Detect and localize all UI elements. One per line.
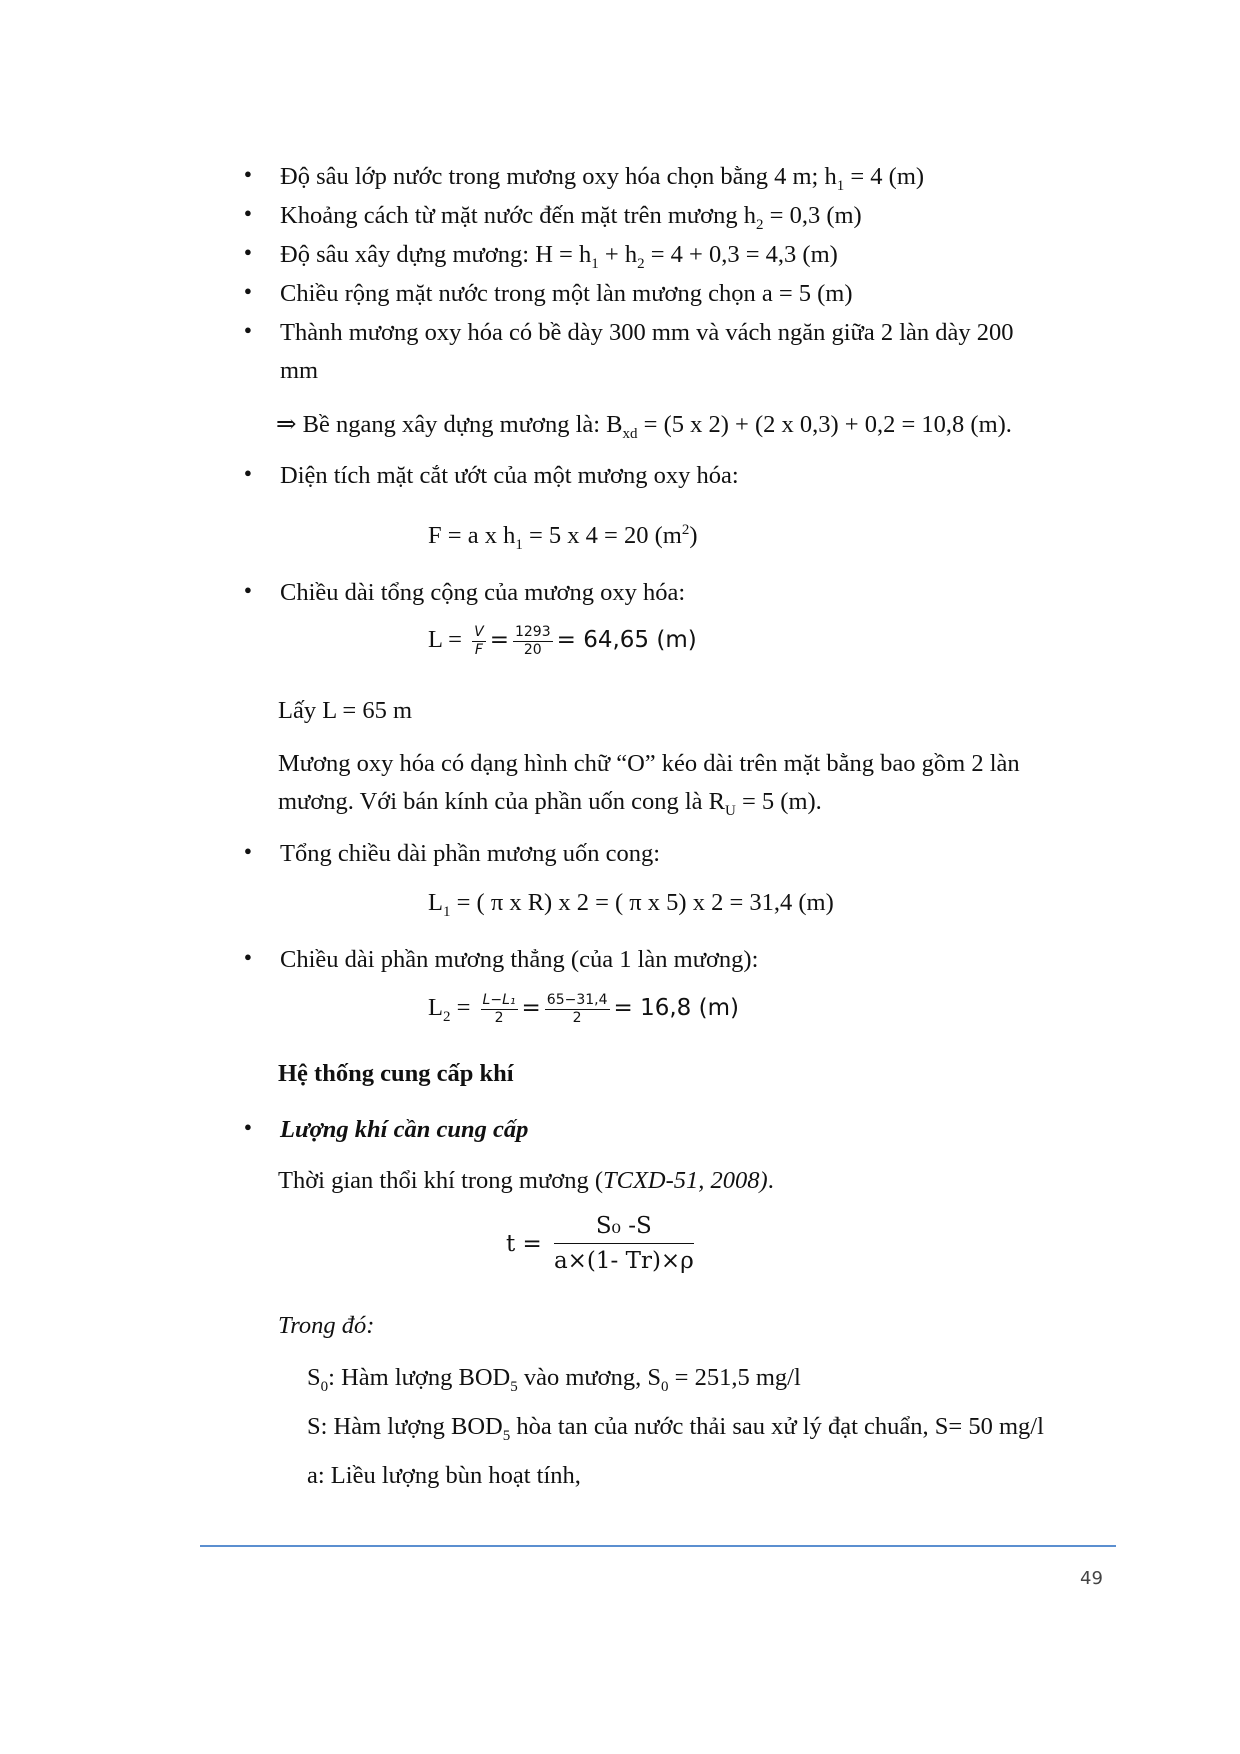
subscript: 2 — [637, 255, 645, 272]
bullet-text: Chiều dài phần mương thẳng (của 1 làn mương): — [280, 946, 759, 973]
paragraph-end: . — [767, 1167, 774, 1194]
wet-area-equation — [428, 521, 698, 553]
eq-rhs: = 64,65 (m) — [556, 627, 697, 654]
footer-divider — [200, 1545, 1116, 1547]
straight-length-equation — [428, 992, 739, 1027]
take-length-text: Lấy L = 65 m — [278, 697, 413, 724]
denominator: 2 — [572, 1010, 582, 1026]
eq-part: ) — [689, 522, 698, 549]
equals-sign: = — [489, 627, 509, 654]
numerator: 1293 — [514, 624, 551, 640]
bullet-total-length — [280, 579, 685, 607]
section-heading: Hệ thống cung cấp khí — [278, 1060, 514, 1087]
equals-sign: = — [521, 995, 541, 1022]
subscript: 0 — [320, 1378, 329, 1395]
fraction-t — [554, 1213, 694, 1274]
eq-lhs: L = — [428, 626, 462, 654]
bullet-lane-width — [280, 280, 853, 308]
subscript: 2 — [756, 216, 764, 233]
eq-lhs: t = — [506, 1230, 542, 1257]
eq-part: = — [450, 994, 471, 1022]
total-width-tail: = (5 x 2) + (2 x 0,3) + 0,2 = 10,8 (m). — [637, 411, 1012, 438]
implies-arrow-icon: ⇒ — [276, 411, 297, 438]
eq-part: = ( π x R) x 2 = ( π x 5) x 2 = 31,4 (m) — [450, 889, 834, 916]
subscript: xd — [622, 425, 638, 442]
eq-part: = 5 x 4 = 20 (m — [522, 522, 682, 549]
paragraph-tail: = 5 (m). — [735, 788, 822, 815]
o-shape-paragraph-line2 — [278, 788, 822, 819]
def-text: S: Hàm lượng BOD — [307, 1413, 503, 1440]
fraction-l-minus-l1 — [481, 992, 518, 1027]
bullet-straight-length — [280, 946, 758, 974]
superscript: 2 — [681, 521, 690, 538]
subscript: 0 — [661, 1378, 669, 1395]
subscript: 1 — [591, 255, 599, 272]
subscript: 1 — [442, 903, 451, 920]
bullet-text: Khoảng cách từ mặt nước đến mặt trên mương h — [280, 202, 756, 229]
denominator: a×(1- Tr)×ρ — [553, 1248, 694, 1274]
bullet-text: Chiều dài tổng cộng của mương oxy hóa: — [280, 579, 686, 606]
fraction-1293-20 — [513, 624, 553, 659]
bullet-text: Độ sâu xây dựng mương: H = h — [280, 241, 592, 268]
bullet-air-amount — [280, 1116, 528, 1144]
aeration-time-text — [278, 1167, 774, 1195]
bullet-curve-length — [280, 840, 660, 868]
page-number: 49 — [1080, 1568, 1103, 1589]
eq-part: L — [428, 994, 443, 1022]
subscript: 5 — [502, 1427, 511, 1444]
where-label: Trong đó: — [278, 1312, 375, 1339]
bullet-wall-thickness-cont: mm — [280, 357, 319, 384]
bullet-water-depth — [280, 163, 925, 194]
bullet-freeboard — [280, 202, 862, 233]
bullet-text: Diện tích mặt cắt ướt của một mương oxy hóa: — [280, 462, 739, 489]
def-text: S — [307, 1364, 321, 1391]
bullet-text: Tổng chiều dài phần mương uốn cong: — [280, 840, 661, 867]
subscript: 2 — [442, 1009, 451, 1026]
bullet-wet-area — [280, 462, 739, 490]
bullet-tail: = 4 + 0,3 = 4,3 (m) — [644, 241, 838, 268]
bullet-construction-depth — [280, 241, 838, 272]
o-shape-paragraph-line1: Mương oxy hóa có dạng hình chữ “O” kéo dài trên mặt bằng bao gồm 2 làn — [278, 750, 1020, 777]
definition-s — [307, 1413, 1044, 1444]
numerator: S₀ -S — [554, 1213, 694, 1244]
bullet-text: Độ sâu lớp nước trong mương oxy hóa chọn bằng 4 m; h — [280, 163, 837, 190]
paragraph-text: Thời gian thổi khí trong mương ( — [278, 1167, 603, 1194]
subscript: 5 — [510, 1378, 518, 1395]
reference-citation: TCXD-51, 2008) — [603, 1167, 768, 1194]
definition-a: a: Liều lượng bùn hoạt tính, — [307, 1462, 581, 1489]
bullet-wall-thickness — [280, 319, 1014, 347]
eq-part: L — [428, 889, 443, 916]
eq-part: F = a x h — [428, 522, 516, 549]
bullet-text: Thành mương oxy hóa có bề dày 300 mm và vách ngăn giữa 2 làn dày 200 — [280, 319, 1014, 346]
def-text: hòa tan của nước thải sau xử lý đạt chuẩn, S= 50 mg/l — [510, 1413, 1044, 1440]
subscript: U — [725, 802, 736, 819]
definition-s0 — [307, 1364, 801, 1395]
def-text: vào mương, S — [517, 1364, 662, 1391]
fraction-65-minus-31 — [545, 992, 610, 1027]
length-equation — [428, 624, 697, 659]
total-width-line — [276, 409, 1012, 442]
bullet-mid: + h — [598, 241, 638, 268]
total-width-text: Bề ngang xây dựng mương là: B — [296, 411, 623, 438]
subscript: 1 — [515, 536, 523, 553]
def-text: : Hàm lượng BOD — [328, 1364, 511, 1391]
def-text: = 251,5 mg/l — [668, 1364, 801, 1391]
bullet-tail: = 4 (m) — [844, 163, 925, 190]
bullet-text: Lượng khí cần cung cấp — [280, 1116, 529, 1143]
bullet-tail: = 0,3 (m) — [763, 202, 862, 229]
subscript: 1 — [836, 177, 845, 194]
paragraph-text: mương. Với bán kính của phần uốn cong là R — [278, 788, 726, 815]
denominator: F — [474, 642, 483, 658]
aeration-time-formula — [506, 1213, 694, 1274]
fraction-v-f — [472, 624, 486, 659]
numerator: L−L₁ — [482, 992, 516, 1008]
numerator: V — [474, 624, 484, 640]
denominator: 2 — [494, 1010, 504, 1026]
numerator: 65−31,4 — [546, 992, 608, 1008]
denominator: 20 — [523, 642, 542, 658]
eq-rhs: = 16,8 (m) — [613, 995, 739, 1022]
bullet-text: Chiều rộng mặt nước trong một làn mương chọn a = 5 (m) — [280, 280, 853, 307]
curve-length-equation — [428, 889, 834, 920]
